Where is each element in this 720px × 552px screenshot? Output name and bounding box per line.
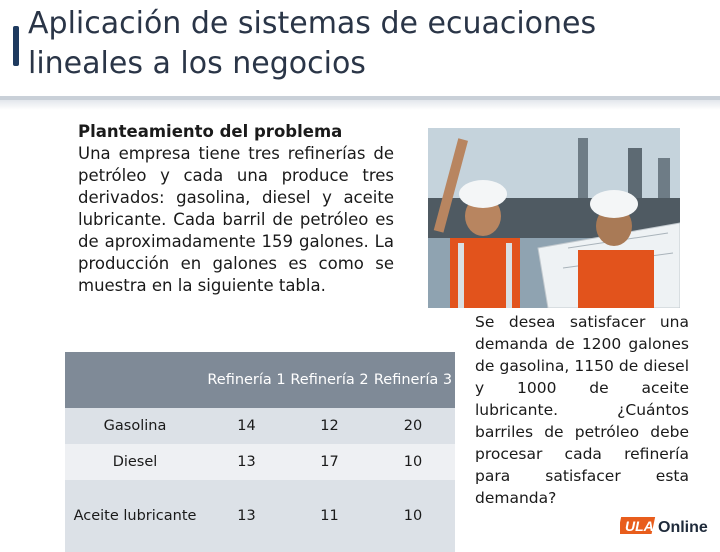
table-header-empty [65, 352, 205, 408]
page-title [28, 4, 596, 84]
problem-body: Una empresa tiene tres refinerías de petróleo y cada una produce tres derivados: gasolina, diesel y aceite lubricante. Cada barril de petróleo es de aproximadamente 159 galones. La producción en galones es como se muestra en la siguiente tabla. [78, 144, 394, 295]
production-table [65, 352, 455, 552]
table-cell: 10 [403, 508, 423, 524]
table-row [65, 480, 455, 552]
problem-statement [78, 121, 394, 297]
header-divider-shadow [0, 100, 720, 110]
table-cell: 10 [403, 454, 423, 470]
logo-mark-text: ULA [625, 518, 654, 534]
ula-online-logo-mark [620, 513, 716, 537]
demand-statement: Se desea satisfacer una demanda de 1200 galones de gasolina, 1150 de diesel y 1000 de aceite lubricante. ¿Cuántos barriles de petróleo debe procesar cada refinería para satisfacer esta demanda? [475, 313, 689, 507]
table-cell: 20 [403, 418, 423, 434]
table-header-row [65, 352, 455, 408]
ula-online-logo [620, 513, 716, 537]
problem-heading: Planteamiento del problema [78, 122, 343, 141]
table-cell: 13 [237, 454, 256, 470]
table-header-refinery-1: Refinería 1 [207, 372, 286, 388]
engineers-photo [428, 128, 680, 308]
table-cell: 17 [320, 454, 339, 470]
table-cell: 11 [320, 508, 339, 524]
table-header-refinery-3: Refinería 3 [373, 372, 453, 388]
row-label-aceite: Aceite lubricante [73, 508, 197, 524]
table-row [65, 444, 455, 480]
title-line-2: lineales a los negocios [28, 46, 366, 81]
title-accent-bar [13, 26, 19, 66]
table-cell: 13 [237, 508, 256, 524]
title-line-1: Aplicación de sistemas de ecuaciones [28, 6, 597, 41]
row-label-gasolina: Gasolina [103, 418, 167, 434]
table-row [65, 408, 455, 444]
table-header-refinery-2: Refinería 2 [290, 372, 369, 388]
logo-word-text: Online [658, 519, 708, 536]
engineers-illustration [428, 128, 680, 308]
title-bar [0, 0, 720, 92]
table-cell: 12 [320, 418, 339, 434]
table-cell: 14 [237, 418, 256, 434]
row-label-diesel: Diesel [112, 454, 158, 470]
